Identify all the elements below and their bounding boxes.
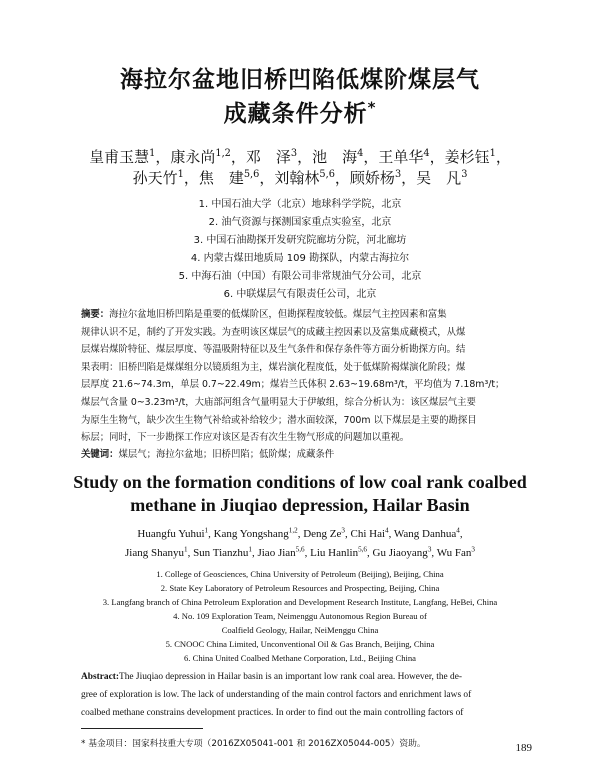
page-number: 189 — [515, 742, 532, 754]
abstract-label: 摘要： — [81, 309, 110, 320]
author-affil-mark: 4 — [456, 526, 460, 535]
abstract-line — [81, 412, 521, 430]
abstract-text: 煤层气含量 0~3.23m³/t，大庙部河组含气量明显大于伊敏组，综合分析认为：该区煤层气主要 — [81, 396, 476, 408]
author-affil-mark: 5,6 — [243, 169, 260, 180]
affiliation-line: 5. CNOOC China Limited, Unconventional Oil & Gas Branch, Beijing, China — [165, 639, 435, 649]
keywords-text: 煤层气；海拉尔盆地；旧桥凹陷；低阶煤；成藏条件 — [118, 449, 335, 460]
author-separator: ， — [334, 169, 350, 187]
en-abstract — [81, 668, 521, 722]
author-name: Gu Jiaoyang — [372, 547, 428, 559]
abstract-line — [81, 359, 521, 377]
en-affiliations — [60, 567, 540, 665]
affiliation-line: 1. 中国石油大学（北京）地球科学学院，北京 — [198, 199, 402, 210]
affiliation-line: 4. 内蒙古煤田地质局 109 勘探队，内蒙古海拉尔 — [190, 253, 410, 264]
cn-authors-line1 — [0, 147, 600, 168]
cn-authors-line2 — [0, 168, 600, 189]
author-affil-mark: 3 — [427, 545, 432, 554]
abstract-line — [81, 686, 521, 704]
author-separator: , — [297, 528, 304, 540]
affiliation-line: Coalfield Geology, Hailar, NeiMenggu China — [221, 625, 379, 635]
author-separator: ， — [401, 169, 417, 187]
abstract-line — [81, 376, 521, 394]
title-footnote-mark: * — [367, 98, 377, 117]
abstract-line — [81, 324, 521, 342]
author-name: 焦 建 — [198, 169, 244, 187]
abstract-line — [81, 704, 521, 722]
abstract-label: Abstract: — [81, 672, 120, 682]
author-separator: , — [431, 547, 437, 559]
author-name: Wang Danhua — [393, 528, 457, 540]
abstract-line — [81, 429, 521, 447]
author-separator: ， — [495, 148, 511, 166]
author-affil-mark: 3 — [461, 169, 468, 180]
author-separator: ， — [429, 148, 445, 166]
author-name: 皇甫玉慧 — [89, 148, 150, 166]
affiliation-line: 1. College of Geosciences, China University of Petroleum (Beijing), Beijing, China — [156, 569, 444, 579]
page-title-cn-line2 — [0, 95, 600, 128]
affiliation-line: 5. 中海石油（中国）有限公司非常规油气分公司，北京 — [178, 271, 422, 282]
author-affil-mark: 1 — [204, 526, 209, 535]
author-separator: , — [304, 547, 311, 559]
page-title-cn-line1: 海拉尔盆地旧桥凹陷低煤阶煤层气 — [120, 67, 480, 93]
author-separator: ， — [230, 148, 246, 166]
author-affil-mark: 1 — [248, 545, 252, 554]
author-name: 姜杉钰 — [444, 148, 490, 166]
author-name: 池 海 — [312, 148, 358, 166]
abstract-text: 海拉尔盆地旧桥凹陷是重要的低煤阶区，但勘探程度较低。煤层气主控因素和富集 — [109, 309, 447, 320]
author-affil-mark: 4 — [385, 526, 389, 535]
author-affil-mark: 5,6 — [358, 545, 368, 554]
author-name: 康永尚 — [170, 148, 216, 166]
abstract-line — [81, 668, 521, 686]
author-name: 王单华 — [378, 148, 424, 166]
author-name: Jiao Jian — [257, 547, 296, 559]
author-separator: ， — [297, 148, 313, 166]
author-name: Deng Ze — [303, 528, 342, 540]
affiliation-line: 3. Langfang branch of China Petroleum Exploration and Development Research Institute, Langfang, HeBei, China — [102, 597, 498, 607]
affiliation-line: 2. State Key Laboratory of Petroleum Resources and Prospecting, Beijing, China — [160, 583, 440, 593]
abstract-text: coalbed methane constrains development practices. In order to find out the main controlling factors of — [81, 708, 464, 718]
author-affil-mark: 3 — [394, 169, 402, 180]
title-cn-line2-text: 成藏条件分析 — [223, 101, 368, 127]
author-name: Liu Hanlin — [310, 547, 359, 559]
author-affil-mark: 5,6 — [319, 169, 335, 180]
abstract-line — [81, 394, 521, 412]
abstract-line — [81, 341, 521, 359]
affiliation-line: 4. No. 109 Exploration Team, Neimenggu Autonomous Region Bureau of — [173, 611, 427, 621]
author-separator: ， — [259, 169, 275, 187]
affiliation-line: 6. China United Coalbed Methane Corporation, Ltd., Beijing China — [184, 653, 416, 663]
abstract-text: 标层；同时，下一步勘探工作应对该区是否有次生生物气形成的问题加以重视。 — [81, 432, 410, 444]
footnote-rule — [81, 728, 203, 729]
abstract-text: gree of exploration is low. The lack of understanding of the main control factors and enrichment laws of — [81, 690, 472, 700]
author-name: Jiang Shanyu — [125, 547, 184, 559]
author-affil-mark: 1 — [149, 148, 156, 159]
affiliation-line: 2. 油气资源与探测国家重点实验室，北京 — [208, 217, 392, 228]
abstract-text: 规律认识不足，制约了开发实践。为查明该区煤层气的成藏主控因素以及富集成藏模式，从煤 — [81, 326, 466, 338]
author-separator: ， — [363, 148, 379, 166]
abstract-text: 层厚度 21.6~74.3m，单层 0.7~22.49m；煤岩兰氏体积 2.63~19.68m³/t，平均值为 7.18m³/t； — [81, 379, 505, 391]
author-name: 孙天竹 — [132, 169, 178, 187]
author-separator: ， — [155, 148, 171, 166]
cn-abstract — [81, 306, 521, 447]
author-affil-mark: 1 — [489, 148, 496, 159]
keywords-label: 关键词： — [81, 449, 119, 460]
author-affil-mark: 3 — [471, 545, 475, 554]
author-affil-mark: 4 — [423, 148, 430, 159]
author-name: 刘翰林 — [274, 169, 320, 187]
author-affil-mark: 3 — [290, 148, 298, 159]
en-authors-line2 — [60, 544, 540, 562]
cn-keywords — [81, 446, 521, 464]
author-separator: , — [367, 547, 373, 559]
author-affil-mark: 1,2 — [215, 148, 231, 159]
abstract-text: The Jiuqiao depression in Hailar basin is an important low rank coal area. However, the de- — [119, 672, 463, 682]
author-name: 吴 凡 — [416, 169, 462, 187]
author-name: Wu Fan — [436, 547, 472, 559]
author-separator: , — [187, 547, 194, 559]
author-separator: , — [459, 528, 463, 540]
affiliation-line: 6. 中联煤层气有限责任公司，北京 — [223, 289, 377, 300]
author-affil-mark: 5,6 — [295, 545, 305, 554]
author-separator: , — [208, 528, 214, 540]
page-title-en-line2: methane in Jiuqiao depression, Hailar Basin — [130, 495, 470, 515]
abstract-line — [81, 306, 521, 324]
author-name: 邓 泽 — [245, 148, 291, 166]
author-name: Chi Hai — [350, 528, 386, 540]
affiliation-line: 3. 中国石油勘探开发研究院廊坊分院，河北廊坊 — [193, 235, 407, 246]
author-name: Kang Yongshang — [213, 528, 289, 540]
en-authors-line1 — [60, 525, 540, 543]
footnote: * 基金项目：国家科技重大专项（2016ZX05041-001 和 2016ZX05044-005）资助。 — [81, 739, 426, 749]
author-name: Sun Tianzhu — [193, 547, 249, 559]
author-affil-mark: 4 — [357, 148, 364, 159]
abstract-text: 果表明：旧桥凹陷是煤煤组分以镜质组为主，煤岩演化程度低，处于低煤阶褐煤演化阶段；煤 — [81, 361, 466, 373]
author-separator: , — [251, 547, 258, 559]
cn-affiliations — [0, 196, 600, 304]
author-separator: ， — [183, 169, 199, 187]
author-separator: , — [388, 528, 394, 540]
author-affil-mark: 1,2 — [288, 526, 298, 535]
author-affil-mark: 1 — [183, 545, 188, 554]
author-affil-mark: 3 — [341, 526, 345, 535]
author-separator: , — [345, 528, 351, 540]
abstract-text: 层煤岩煤阶特征、煤层厚度、等温吸附特征以及生气条件和保存条件等方面分析勘探方向。结 — [81, 344, 466, 356]
author-name: 顾娇杨 — [349, 169, 395, 187]
author-name: Huangfu Yuhui — [137, 528, 205, 540]
abstract-text: 为原生生物气，缺少次生生物气补给或补给较少；潜水面较深，700m 以下煤层是主要的勘探目 — [81, 414, 477, 426]
page-title-en-line1: Study on the formation conditions of low coal rank coalbed — [73, 472, 527, 492]
author-affil-mark: 1 — [177, 169, 184, 180]
